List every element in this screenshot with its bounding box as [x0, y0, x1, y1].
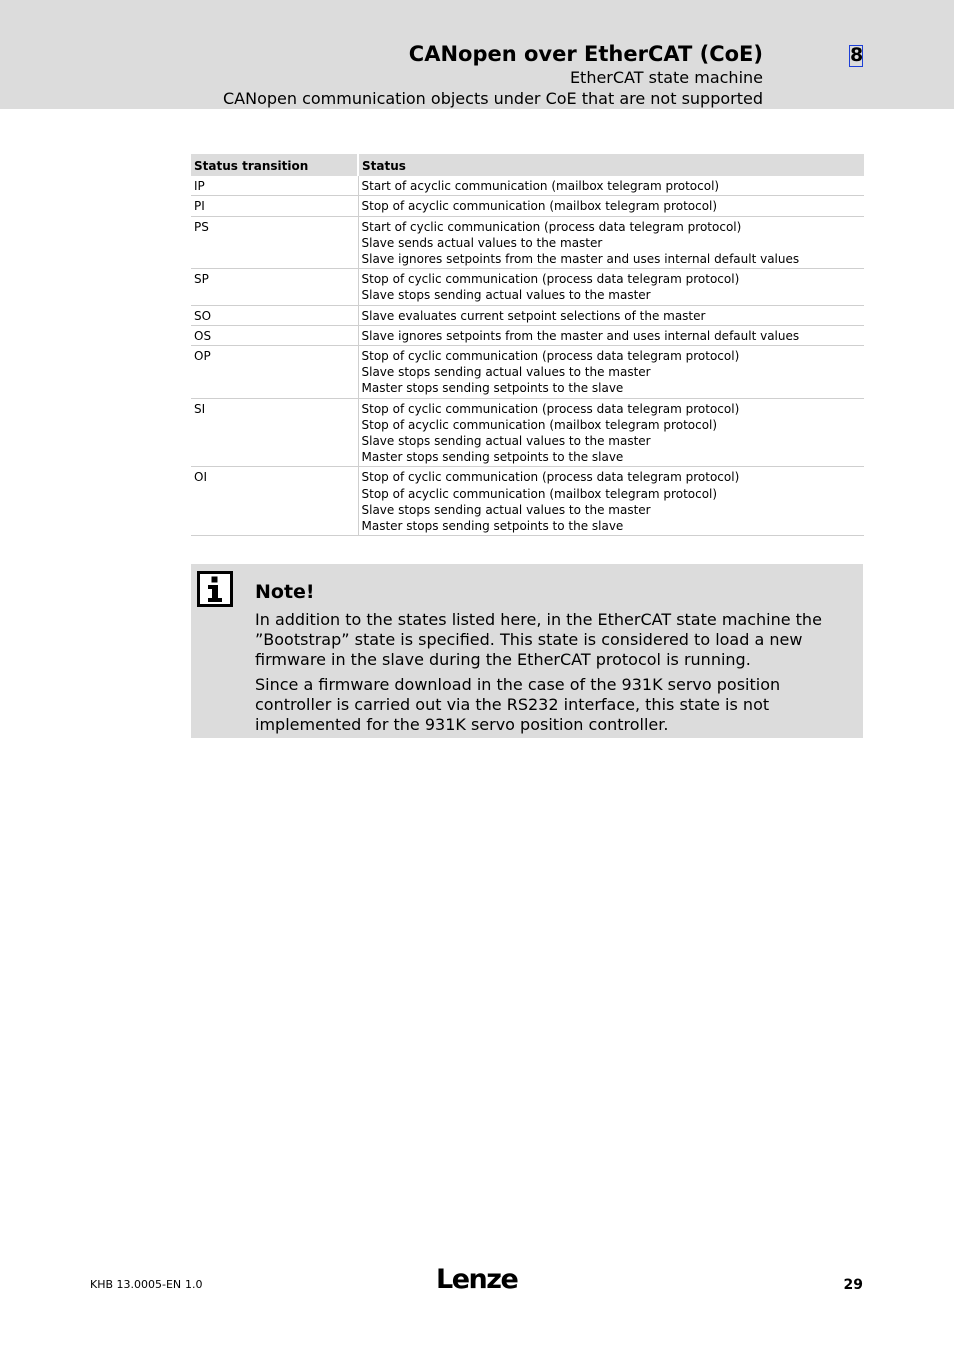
table-row [191, 325, 864, 345]
status-line: Start of cyclic communication (process data telegram protocol) [361, 219, 742, 234]
status-line: Slave stops sending actual values to the master [361, 434, 651, 449]
status-description [358, 325, 864, 345]
status-line: Slave evaluates current setpoint selections of the master [361, 308, 706, 323]
note-paragraph: Since a firmware download in the case of the 931K servo position controller is carried out via the RS232 interface, this state is not implemented for the 931K servo position controller. [255, 675, 781, 734]
status-transition-code: OS [191, 325, 358, 345]
status-line: Master stops sending setpoints to the slave [361, 450, 624, 465]
column-header-transition: Status transition [191, 154, 358, 176]
status-transition-code: SP [191, 269, 358, 305]
table-row [191, 196, 864, 216]
status-description [358, 196, 864, 216]
status-description [358, 176, 864, 196]
status-line: Stop of cyclic communication (process data telegram protocol) [361, 470, 740, 485]
status-description [358, 305, 864, 325]
status-transition-code: SO [191, 305, 358, 325]
page-title: CANopen over EtherCAT (CoE) [408, 42, 763, 66]
status-line: Master stops sending setpoints to the slave [361, 519, 624, 534]
status-line: Slave stops sending actual values to the master [361, 502, 651, 517]
status-line: Start of acyclic communication (mailbox telegram protocol) [361, 179, 720, 194]
table-row [191, 467, 864, 536]
table-header-row [191, 154, 864, 176]
table-row [191, 305, 864, 325]
status-table [191, 154, 864, 536]
document-id: KHB 13.0005-EN [90, 1278, 182, 1291]
status-transition-code: OI [191, 467, 358, 536]
brand-logo: Lenze [436, 1264, 518, 1295]
note-title: Note! [255, 581, 315, 603]
status-transition-code: PI [191, 196, 358, 216]
table-row [191, 216, 864, 269]
page-subtitle: EtherCAT state machine [569, 68, 763, 87]
status-transition-code: OP [191, 346, 358, 399]
status-description [358, 346, 864, 399]
status-line: Slave ignores setpoints from the master and uses internal default values [361, 252, 800, 267]
note-paragraph: In addition to the states listed here, in the EtherCAT state machine the ”Bootstrap” state is specified. This state is considered to load a new firmware in the slave during the EtherCAT protocol is running. [255, 610, 822, 669]
status-line: Slave ignores setpoints from the master and uses internal default values [361, 328, 800, 343]
document-version: 1.0 [185, 1278, 203, 1291]
column-header-status: Status [358, 154, 864, 176]
status-line: Slave stops sending actual values to the master [361, 365, 651, 380]
status-transition-code: IP [191, 176, 358, 196]
page-number: 29 [843, 1277, 863, 1293]
status-line: Stop of acyclic communication (mailbox telegram protocol) [361, 486, 718, 501]
status-description [358, 467, 864, 536]
status-line: Stop of cyclic communication (process data telegram protocol) [361, 349, 740, 364]
status-description [358, 216, 864, 269]
chapter-badge[interactable]: 8 [850, 44, 864, 66]
table-body [191, 176, 864, 536]
note-box [191, 564, 863, 738]
table-row [191, 346, 864, 399]
table-row [191, 398, 864, 467]
status-line: Stop of cyclic communication (process data telegram protocol) [361, 272, 740, 287]
status-line: Slave sends actual values to the master [361, 235, 603, 250]
status-transition-code: SI [191, 398, 358, 467]
section-title: CANopen communication objects under CoE that are not supported [222, 89, 763, 108]
status-line: Master stops sending setpoints to the slave [361, 381, 624, 396]
status-line: Stop of cyclic communication (process data telegram protocol) [361, 401, 740, 416]
table-row [191, 269, 864, 305]
status-line: Stop of acyclic communication (mailbox telegram protocol) [361, 417, 718, 432]
table-row [191, 176, 864, 196]
info-icon [197, 571, 233, 607]
status-line: Stop of acyclic communication (mailbox telegram protocol) [361, 199, 718, 214]
status-line: Slave stops sending actual values to the master [361, 288, 651, 303]
status-description [358, 398, 864, 467]
status-description [358, 269, 864, 305]
status-transition-code: PS [191, 216, 358, 269]
